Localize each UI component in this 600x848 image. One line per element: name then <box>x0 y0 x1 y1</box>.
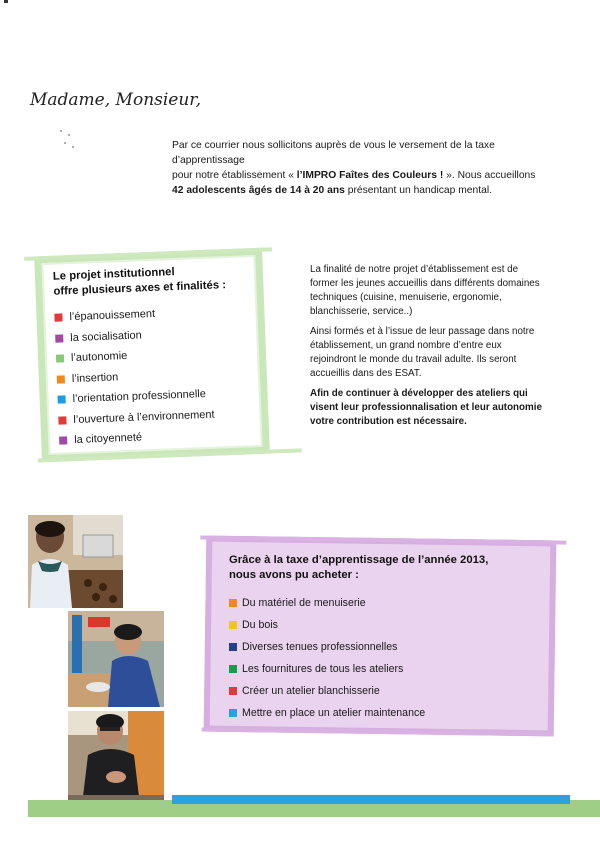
list-item <box>229 680 547 702</box>
photo-workshop-student <box>68 611 164 707</box>
bullet-square-icon <box>56 355 64 363</box>
list-item-label: Du matériel de menuiserie <box>242 597 366 609</box>
list-item-label: Du bois <box>242 619 278 631</box>
footer-band-blue <box>172 795 570 804</box>
purchase-title-line2: nous avons pu acheter : <box>229 569 359 581</box>
intro-line2c: ». Nous accueillons <box>443 170 536 181</box>
purchase-box-title <box>229 553 547 583</box>
description-p2: Ainsi formés et à l’issue de leur passage dans notre établissement, un grand nombre d’entre eux rejoindront le monde du travail adulte. Ils seront accueillis dans des ESAT. <box>310 326 535 379</box>
list-item <box>229 614 547 636</box>
list-item <box>229 658 547 680</box>
bullet-square-icon <box>58 396 66 404</box>
corner-mark <box>4 0 8 3</box>
description-p3: Afin de continuer à développer des ateliers qui visent leur professionnalisation et leur autonomie votre contribution est nécessaire. <box>310 388 542 427</box>
intro-line3c: présentant un handicap mental. <box>344 185 492 196</box>
bullet-square-icon <box>59 437 67 445</box>
list-item-label: Diverses tenues professionnelles <box>242 641 398 653</box>
bullet-square-icon <box>229 687 237 695</box>
bullet-square-icon <box>57 375 65 383</box>
intro-highlight: 42 adolescents âgés de 14 à 20 ans <box>172 185 345 196</box>
project-box <box>34 248 270 463</box>
bullet-square-icon <box>229 643 237 651</box>
bullet-square-icon <box>229 621 237 629</box>
decorative-dots <box>58 128 78 150</box>
establishment-name: l’IMPRO Faîtes des Couleurs ! <box>296 170 444 181</box>
bullet-square-icon <box>229 665 237 673</box>
bullet-square-icon <box>54 314 62 322</box>
list-item-label: l’épanouissement <box>69 307 156 324</box>
photo-craft-student <box>68 711 164 805</box>
list-item-label: l’insertion <box>71 370 119 385</box>
bullet-square-icon <box>55 334 63 342</box>
intro-line2a: pour notre établissement « <box>172 170 297 181</box>
list-item <box>229 702 547 724</box>
bullet-square-icon <box>229 709 237 717</box>
list-item-label: l’orientation professionnelle <box>72 387 207 406</box>
list-item-label: Les fournitures de tous les ateliers <box>242 663 404 675</box>
project-description <box>310 263 546 435</box>
list-item <box>229 636 547 658</box>
greeting: Madame, Monsieur, <box>30 90 201 110</box>
photo-collage <box>28 515 164 805</box>
list-item-label: la citoyenneté <box>73 431 143 447</box>
bullet-square-icon <box>58 416 66 424</box>
intro-line1: Par ce courrier nous sollicitons auprès de vous le versement de la taxe d’apprentissage <box>172 140 495 166</box>
list-item-label: Créer un atelier blanchisserie <box>242 685 380 697</box>
project-title-line2: offre plusieurs axes et finalités : <box>53 279 227 298</box>
description-p1: La finalité de notre projet d’établissement est de former les jeunes accueillis dans différents domaines techniques (cuisine, menuiserie, ergonomie, blanchisserie, service..) <box>310 264 540 317</box>
photo-kitchen-student <box>28 515 123 608</box>
list-item-label: l’autonomie <box>70 349 128 365</box>
project-box-content <box>53 262 260 451</box>
list-item-label: la socialisation <box>70 328 142 344</box>
purchase-title-line1: Grâce à la taxe d’apprentissage de l’année 2013, <box>229 554 489 566</box>
list-item <box>229 592 547 614</box>
project-title-line1: Le projet institutionnel <box>52 266 175 283</box>
intro-paragraph <box>172 138 544 198</box>
list-item-label: Mettre en place un atelier maintenance <box>242 707 426 719</box>
project-box-title <box>53 262 254 300</box>
purchases-list <box>229 592 547 724</box>
purchase-box-content <box>229 553 547 724</box>
bullet-square-icon <box>229 599 237 607</box>
project-goals-list <box>54 300 259 451</box>
list-item-label: l’ouverture à l’environnement <box>73 408 215 426</box>
